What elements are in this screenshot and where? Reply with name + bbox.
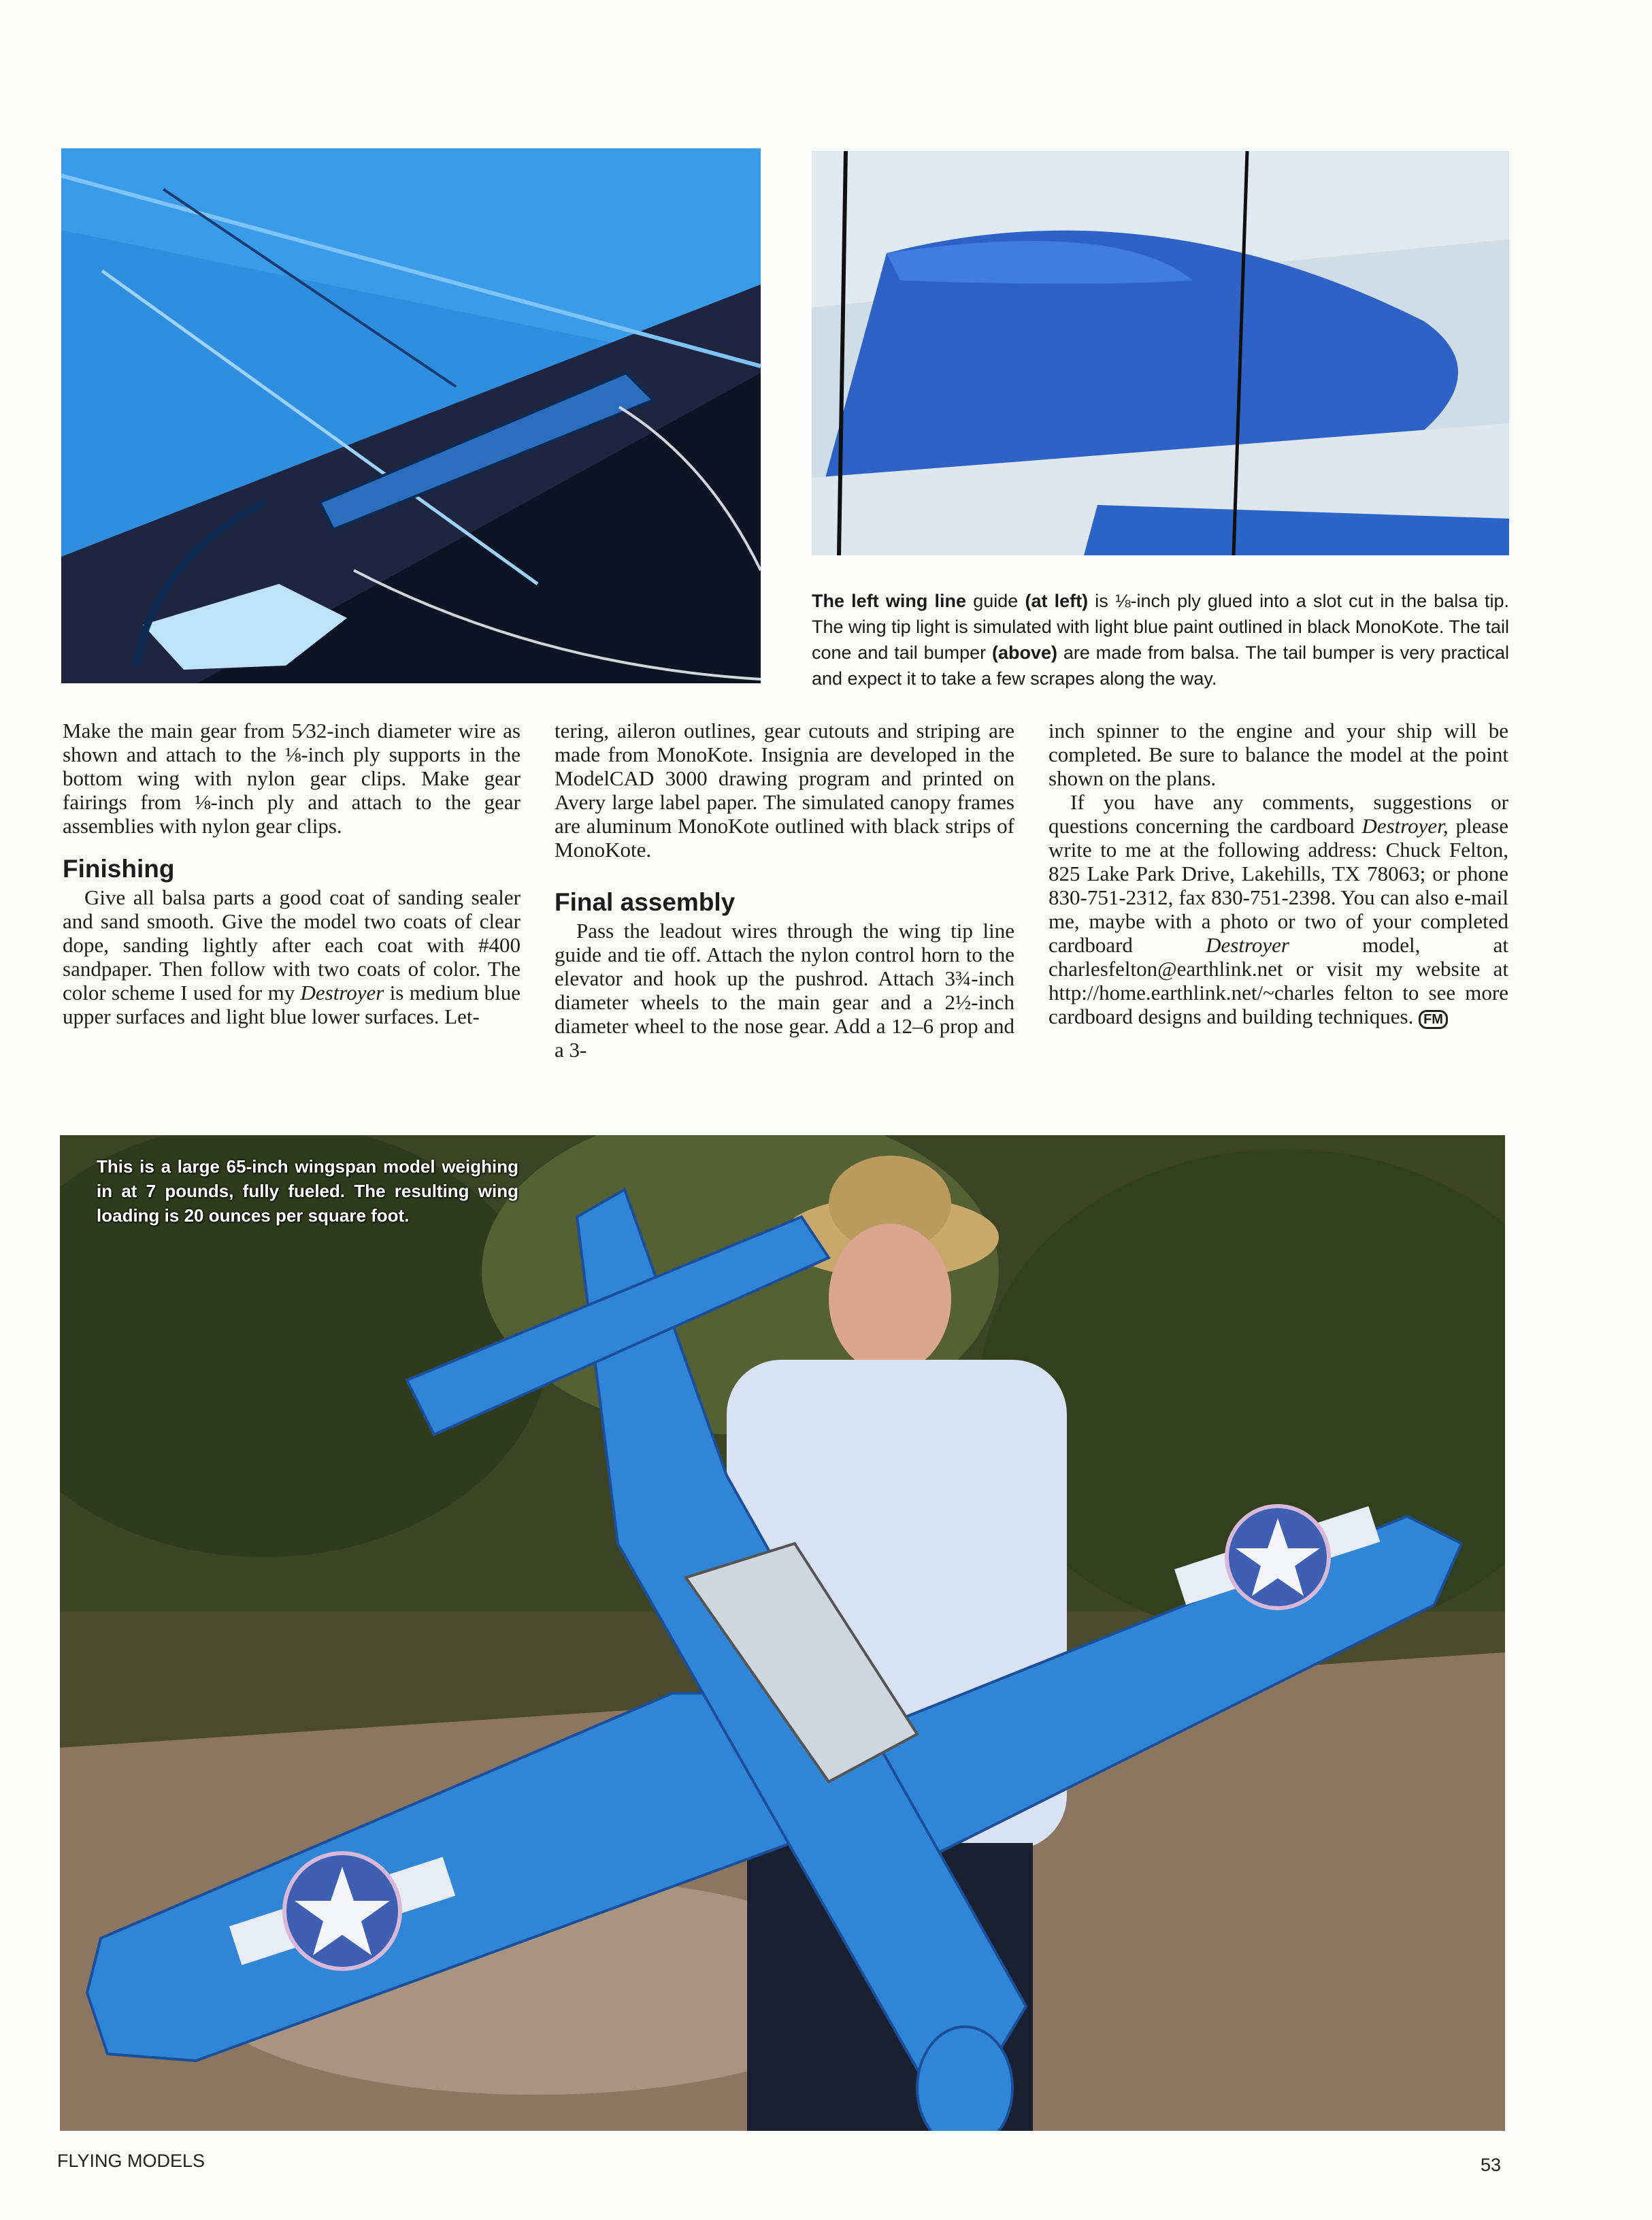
col3-p2-c: model, at charlesfelton@earthlink.net or visit my website at http://home.earthlink.net/~charles felton to see more cardboard designs and building techniques. <box>1048 933 1508 1028</box>
col2-paragraph-1: tering, aileron outlines, gear cutouts and striping are made from MonoKote. Insignia are developed in the ModelCAD 3000 drawing program and printed on Avery large label paper. The simulated canopy frames are aluminum MonoKote outlined with black strips of MonoKote. <box>555 719 1014 862</box>
caption-text-1: guide <box>966 591 1025 611</box>
col1-paragraph-2 <box>63 885 521 1028</box>
col3-p2-italic: Destroyer, <box>1361 814 1449 838</box>
tail-cone-photo <box>812 151 1509 555</box>
finishing-heading: Finishing <box>63 855 175 883</box>
text-column-1 <box>63 719 521 1028</box>
col1-p2-a: Give all balsa parts a good coat of sanding sealer and sand smooth. Give the model two coats of clear dope, sanding lightly after each coat with #400 sandpaper. Then follow with two coats of color. The color scheme I used for my <box>63 885 521 1005</box>
col2-paragraph-2: Pass the leadout wires through the wing tip line guide and tie off. Attach the nylon control horn to the elevator and hook up the pushrod. Attach 3¾-inch diameter wheels to the main gear and a 2½-inch diameter wheel to the nose gear. Add a 12–6 prop and a 3- <box>555 919 1014 1062</box>
top-photo-caption <box>812 588 1509 691</box>
caption-lead: The left wing line <box>812 591 967 611</box>
wing-guide-photo <box>61 148 761 683</box>
magazine-name: FLYING MODELS <box>57 2151 205 2171</box>
final-assembly-heading: Final assembly <box>555 888 736 916</box>
col1-p2-b: is medium blue upper surfaces and light blue lower surfaces. Let- <box>63 981 521 1028</box>
col3-paragraph-2 <box>1048 790 1508 1032</box>
caption-text-3: are made from balsa. The tail bumper is very practical and expect it to take a few scrapes along the way. <box>812 642 1509 689</box>
caption-text-2: is ⅛-inch ply glued into a slot cut in the balsa tip. The wing tip light is simulated with light blue paint outlined in black MonoKote. The tail cone and tail bumper <box>812 591 1510 663</box>
col3-p2-a: If you have any comments, suggestions or questions concerning the cardboard <box>1048 790 1508 838</box>
col1-paragraph-1: Make the main gear from 5⁄32-inch diameter wire as shown and attach to the ⅛-inch ply supports in the bottom wing with nylon gear clips. Make gear fairings from ⅛-inch ply and attach to the gear assemblies with nylon gear clips. <box>63 719 521 838</box>
photo-caption: This is a large 65-inch wingspan model weighing in at 7 pounds, fully fueled. The resulting wing loading is 20 ounces per square foot. <box>97 1156 518 1226</box>
col3-p2-b: please write to me at the following address: Chuck Felton, 825 Lake Park Drive, Lakehills, TX 78063; or phone 830-751-2312, fax 830-751-2398. You can also e-mail me, maybe with a photo or two of your completed cardboard <box>1048 814 1508 957</box>
model-plane-photo <box>60 1135 1505 2131</box>
col3-p2-italic-2: Destroyer <box>1206 933 1289 957</box>
text-column-3 <box>1048 719 1508 1032</box>
text-column-2 <box>555 719 1014 1062</box>
col1-p2-italic: Destroyer <box>300 981 384 1005</box>
end-mark-icon: FM <box>1419 1010 1448 1029</box>
caption-bold-2: (above) <box>991 642 1057 663</box>
page-number: 53 <box>1481 2155 1502 2175</box>
caption-bold-1: (at left) <box>1025 591 1089 611</box>
col3-paragraph-1: inch spinner to the engine and your ship will be completed. Be sure to balance the model at the point shown on the plans. <box>1048 719 1508 790</box>
